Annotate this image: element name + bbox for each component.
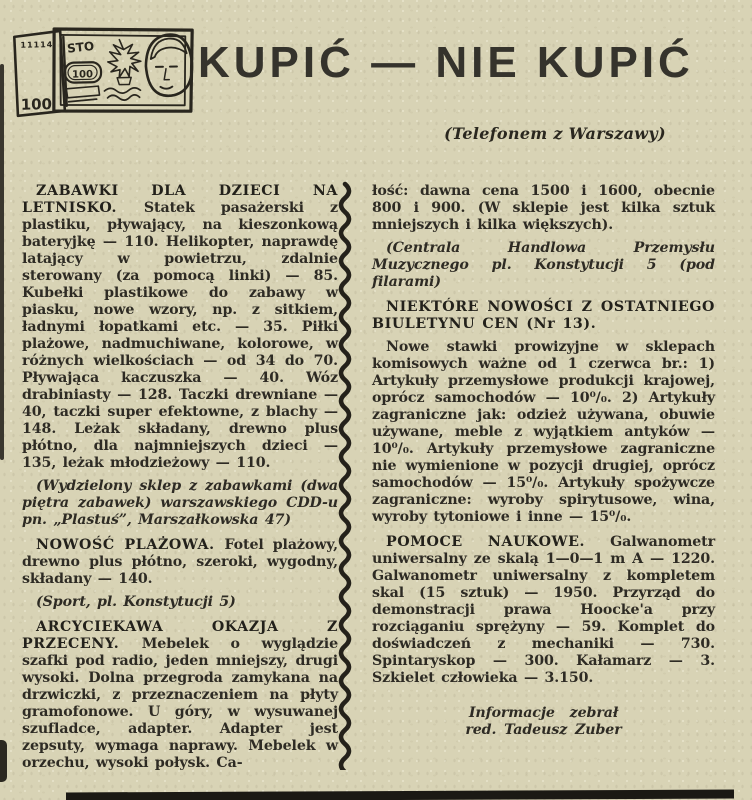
section-lead: NIEKTÓRE NOWOŚCI Z OSTATNIEGO BIULETYNU CEN (Nr 13). xyxy=(372,299,715,332)
section-lead: NOWOŚĆ PLAŻOWA. xyxy=(36,537,225,553)
article-paragraph: ARCYCIEKAWA OKAZJA Z PRZECENY. Mebelek o wyglądzie szafki pod radio, jeden mniejszy, drugi wysoki. Dolna przegroda zamykana na drzwiczki, z przeznaczeniem na płyty gramofonowe. U góry, w wysuwanej szufladce, adapter. Adapter jest zepsuty, wymaga naprawy. Mebelek w orzechu, wysoki połysk. Ca- xyxy=(22,619,339,771)
banknote-sto-label: STO xyxy=(66,38,95,56)
banknote-corner-100: 100 xyxy=(20,95,53,114)
article-paragraph: Nowe stawki prowizyjne w sklepach komisowych ważne od 1 czerwca br.: 1) Artykuły przemysłowe produkcji krajowej, oprócz samochodów — 10⁰/₀. 2) Artykuły zagraniczne jak: odzież używana, obuwie używane, meble z wyjątkiem antyków — 10⁰/₀. Artykuły przemysłowe zagraniczne nie wymienione w pozycji drugiej, oprócz samochodów — 15⁰/₀. Artykuły spożywcze zagraniczne: wyroby spirytusowe, wina, wyroby tytoniowe i inne — 15⁰/₀. xyxy=(372,339,715,525)
section-lead: POMOCE NAUKOWE. xyxy=(386,534,611,550)
credit-line: red. Tadeusz Zuber xyxy=(465,722,622,738)
right-column xyxy=(372,183,715,745)
next-article-rule xyxy=(66,790,734,800)
article-paragraph: NOWOŚĆ PLAŻOWA. Fotel plażowy, drewno plus płótno, szeroki, wygodny, składany — 140. xyxy=(22,537,338,587)
article-paragraph: POMOCE NAUKOWE. Galwanometr uniwersalny ze skalą 1—0—1 m A — 1220. Galwanometr uniwersalny z kompletem skal (15 sztuk) — 1950. Przyrząd do demonstracji prawa Hoocke'a przy rozciąganiu sprężyny — 59. Komplet do doświadczeń z mechaniki — 730. Spintaryskop — 300. Kałamarz — 3. Szkielet człowieka — 3.150. xyxy=(372,534,715,686)
banknote-serial: 11114 xyxy=(20,40,54,50)
left-column xyxy=(22,183,338,778)
banknote-illustration xyxy=(7,18,201,122)
credits xyxy=(372,705,715,739)
eagle-emblem-icon xyxy=(103,39,141,100)
source-line: (Sport, pl. Konstytucji 5) xyxy=(36,594,236,610)
scan-edge-blob xyxy=(0,740,7,782)
article-paragraph: łość: dawna cena 1500 i 1600, obecnie 800 i 900. (W sklepie jest kilka sztuk mniejszych i kilka większych). xyxy=(372,183,715,233)
banknote-100-label: 100 xyxy=(71,69,94,81)
source-line: (Wydzielony sklep z zabawkami (dwa piętra zabawek) warszawskiego CDD-u pn. „Plastuś”, Marszałkowska 47) xyxy=(22,478,338,528)
page-title: KUPIĆ — NIE KUPIĆ xyxy=(198,38,694,87)
article-paragraph xyxy=(372,299,715,333)
byline: (Telefonem z Warszawy) xyxy=(444,124,666,143)
section-lead: ARCYCIEKAWA OKAZJA Z PRZECENY. xyxy=(22,619,338,652)
credit-line: Informacje zebrał xyxy=(468,705,619,721)
section-lead: ZABAWKI DLA DZIECI NA LETNISKO. xyxy=(22,183,338,216)
article-paragraph: ZABAWKI DLA DZIECI NA LETNISKO. Statek pasażerski z plastiku, pływający, na kieszonkową bateryjkę — 110. Helikopter, naprawdę latający w powietrzu, zdalnie sterowany (za pomocą linki) — 85. Kubełki plastikowe do zabawy w piasku, nowe wzory, np. z sitkiem, ładnymi łopatkami etc. — 35. Piłki plażowe, nadmuchiwane, kolorowe, w różnych wielkościach — od 34 do 70. Pływająca kaczuszka — 40. Wóz drabiniasty — 128. Taczki drewniane — 40, taczki super efektowne, z blachy — 148. Leżak składany, drewno plus płótno, dla najmniejszych dzieci — 135, leżak młodzieżowy — 110. xyxy=(22,183,338,471)
source-line: (Centrala Handlowa Przemysłu Muzycznego pl. Konstytucji 5 (pod filarami) xyxy=(372,240,715,290)
scan-edge-line xyxy=(0,64,4,460)
